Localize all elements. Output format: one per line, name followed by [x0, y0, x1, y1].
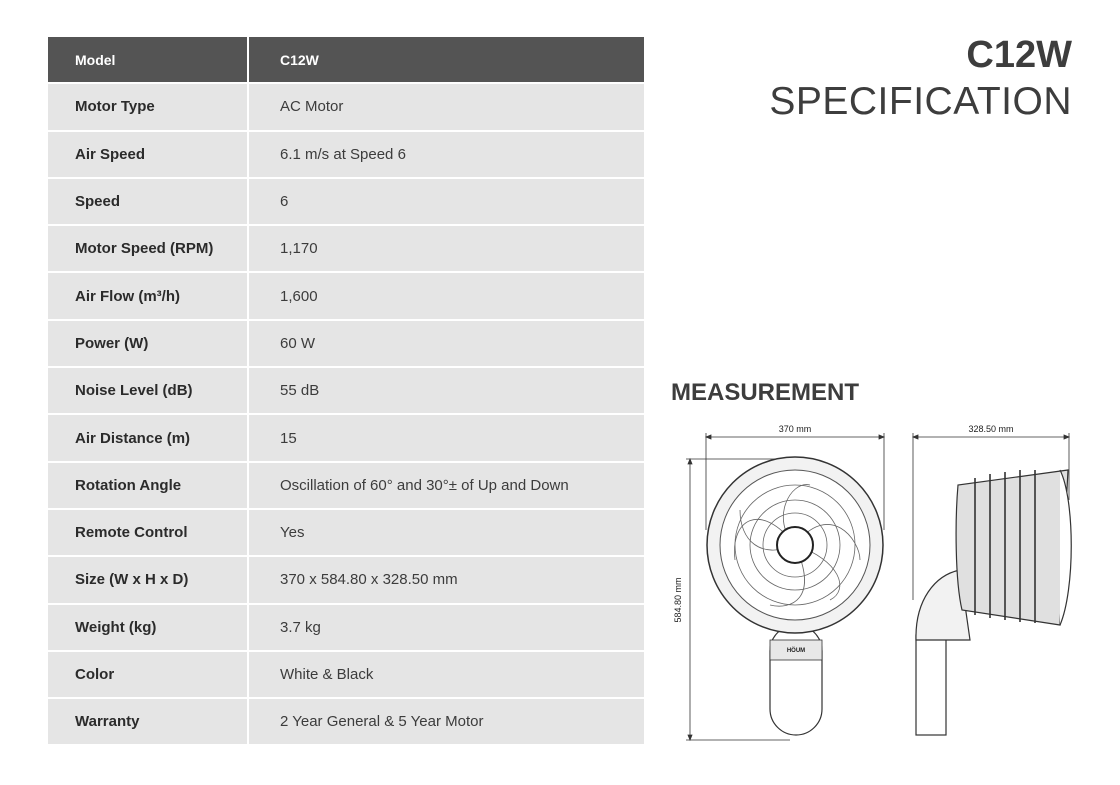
row-label: Motor Speed (RPM)	[48, 225, 248, 272]
row-value: 6	[248, 178, 644, 225]
row-label: Air Flow (m³/h)	[48, 272, 248, 319]
brand-logo: HÖUM	[786, 648, 806, 654]
row-value: 15	[248, 414, 644, 461]
row-label: Warranty	[48, 698, 248, 745]
row-label: Size (W x H x D)	[48, 556, 248, 603]
row-label: Noise Level (dB)	[48, 367, 248, 414]
row-label: Power (W)	[48, 320, 248, 367]
row-value: 2 Year General & 5 Year Motor	[248, 698, 644, 745]
height-label: 584.80 mm	[673, 577, 683, 623]
row-value: 1,600	[248, 272, 644, 319]
row-value: White & Black	[248, 651, 644, 698]
row-value: Yes	[248, 509, 644, 556]
row-label: Weight (kg)	[48, 604, 248, 651]
row-value: AC Motor	[248, 83, 644, 130]
side-stand	[916, 635, 946, 735]
row-label: Remote Control	[48, 509, 248, 556]
row-label: Air Speed	[48, 131, 248, 178]
row-value: 60 W	[248, 320, 644, 367]
header-label: Model	[48, 37, 248, 83]
side-front-guard	[1060, 470, 1071, 625]
row-label: Motor Type	[48, 83, 248, 130]
width-label: 370 mm	[778, 424, 812, 434]
row-label: Color	[48, 651, 248, 698]
header-value: C12W	[248, 37, 644, 83]
row-label: Air Distance (m)	[48, 414, 248, 461]
depth-label: 328.50 mm	[968, 424, 1014, 434]
row-label: Rotation Angle	[48, 462, 248, 509]
row-value: Oscillation of 60° and 30°± of Up and Down	[248, 462, 644, 509]
row-label: Speed	[48, 178, 248, 225]
row-value: 3.7 kg	[248, 604, 644, 651]
row-value: 1,170	[248, 225, 644, 272]
fan-hub	[777, 527, 813, 563]
row-value: 6.1 m/s at Speed 6	[248, 131, 644, 178]
model-title: C12W	[966, 34, 1072, 76]
side-view-fan	[916, 470, 1071, 735]
specification-title: SPECIFICATION	[769, 80, 1072, 123]
measurement-heading: MEASUREMENT	[671, 379, 860, 406]
row-value: 370 x 584.80 x 328.50 mm	[248, 556, 644, 603]
row-value: 55 dB	[248, 367, 644, 414]
front-view-fan	[707, 457, 883, 735]
side-cage	[956, 470, 1068, 625]
